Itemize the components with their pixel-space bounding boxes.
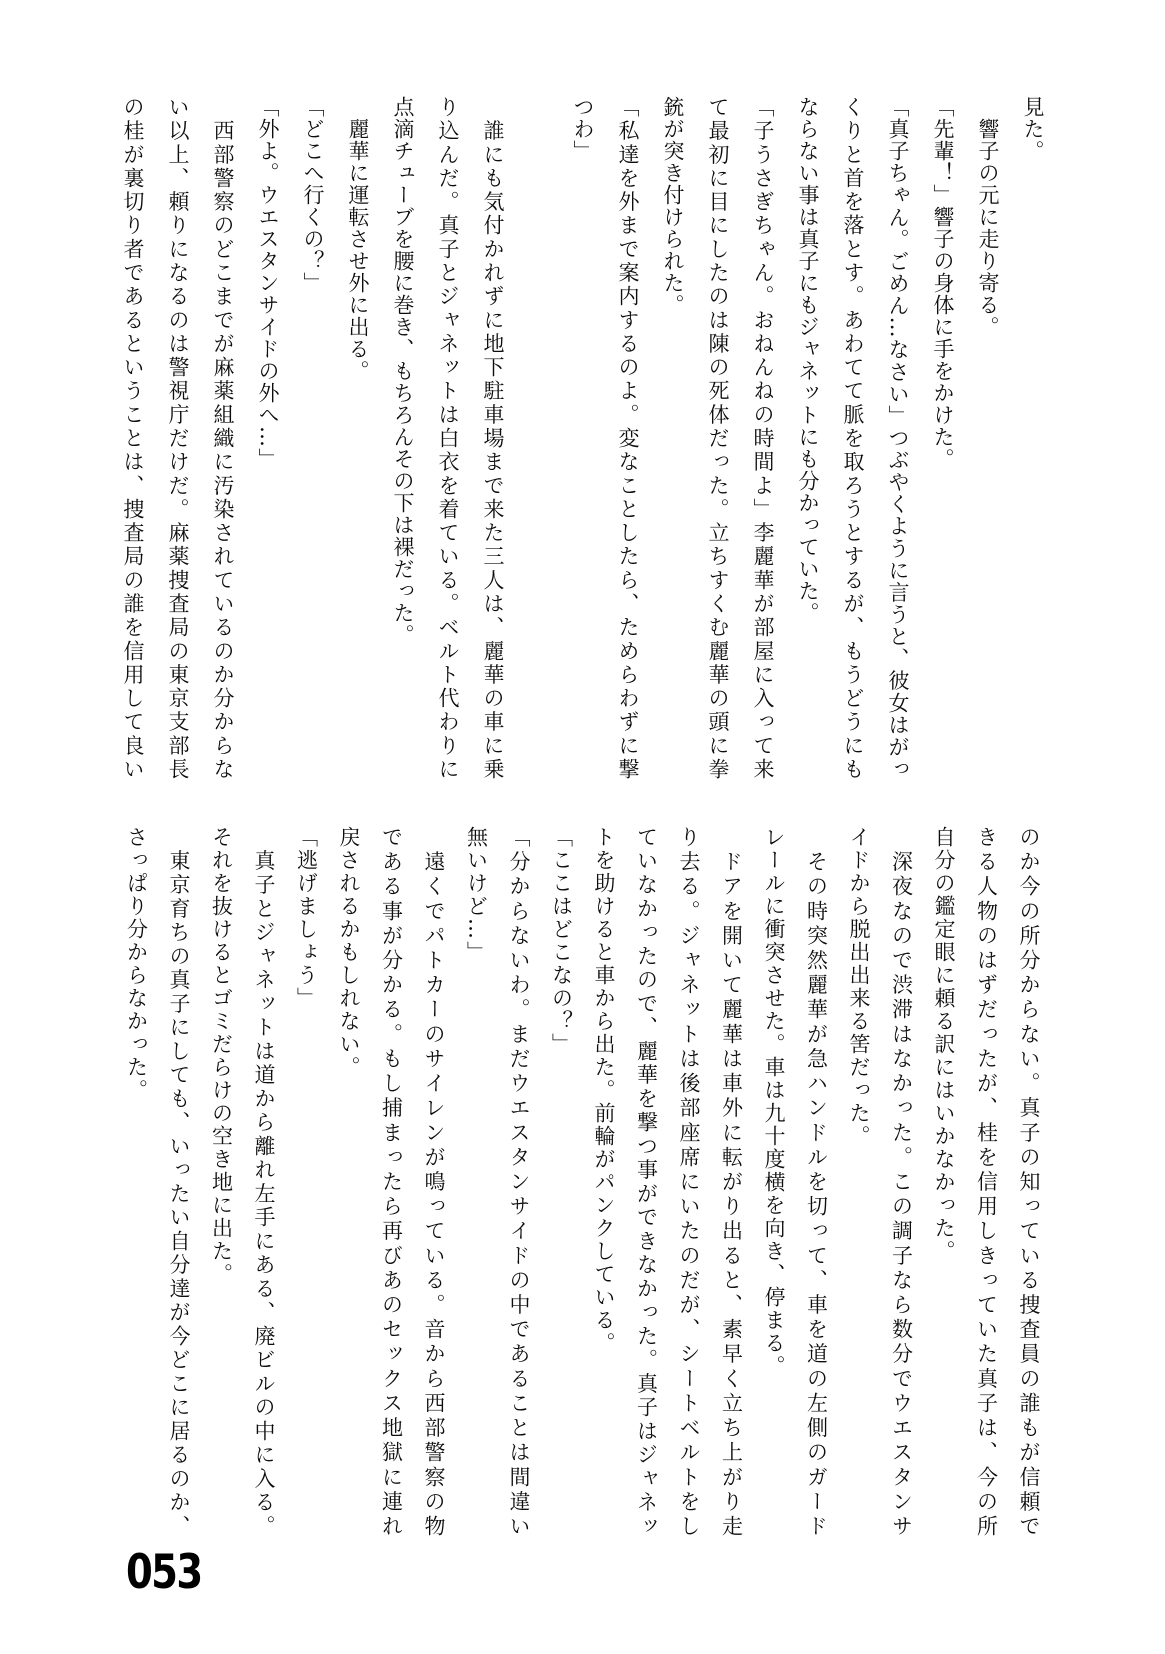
page-number: 053	[126, 1545, 202, 1600]
text-line: ならない事は真子にもジャネットにも分かっていた。	[796, 96, 820, 624]
text-line: 響子の元に走り寄る。	[976, 96, 1000, 338]
text-line: トを助けると車から出た。前輪がパンクしている。	[592, 826, 616, 1355]
text-line: 点滴チューブを腰に巻き、もちろんその下は裸だった。	[391, 96, 415, 646]
text-line: 「私達を外まで案内するのよ。変なことしたら、ためらわずに撃	[616, 96, 640, 780]
text-block-bottom	[115, 826, 1050, 1538]
text-line: きる人物のはずだったが、桂を信用しきっていた真子は、今の所	[974, 826, 999, 1538]
text-line: 無いけど…」	[464, 826, 489, 964]
text-line: 「子うさぎちゃん。おねんねの時間よ」李麗華が部屋に入って来	[751, 96, 775, 780]
text-line: 「どこへ行くの？」	[301, 96, 325, 294]
text-line: 麗華に運転させ外に出る。	[346, 96, 370, 382]
text-line: 「逃げましょう」	[294, 826, 319, 1010]
text-line: 「ここはどこなの？」	[549, 826, 574, 1056]
text-line: 「分からないわ。まだウエスタンサイドの中であることは間違い	[507, 826, 531, 1538]
text-line: い以上、頼りになるのは警視庁だけだ。麻薬捜査局の東京支部長	[166, 96, 190, 780]
text-line: それを抜けるとゴミだらけの空き地に出た。	[209, 826, 234, 1286]
text-line: 西部警察のどこまでが麻薬組織に汚染されているのか分からな	[211, 96, 235, 780]
text-line: ていなかったので、麗華を撃つ事ができなかった。真子はジャネッ	[634, 826, 659, 1538]
text-line: 東京育ちの真子にしても、いったい自分達が今どこに居るのか、	[167, 826, 191, 1538]
text-line: 見た。	[1021, 96, 1045, 162]
text-line: の桂が裏切り者であるということは、捜査局の誰を信用して良い	[121, 96, 145, 780]
text-line: さっぱり分からなかった。	[124, 826, 149, 1102]
text-line: て最初に目にしたのは陳の死体だった。立ちすくむ麗華の頭に拳	[706, 96, 730, 780]
text-line: ドアを開いて麗華は車外に転がり出ると、素早く立ち上がり走	[719, 826, 744, 1538]
text-line: 遠くでパトカーのサイレンが鳴っている。音から西部警察の物	[422, 826, 446, 1538]
text-line: レールに衝突させた。車は九十度横を向き、停まる。	[762, 826, 786, 1378]
text-line: 自分の鑑定眼に頼る訳にはいかなかった。	[932, 826, 956, 1263]
text-line: り込んだ。真子とジャネットは白衣を着ている。ベルト代わりに	[436, 96, 460, 780]
text-line: り去る。ジャネットは後部座席にいたのだが、シートベルトをし	[677, 826, 701, 1538]
text-line: イドから脱出出来る筈だった。	[847, 826, 871, 1148]
blank-line	[515, 96, 560, 780]
text-line: 真子とジャネットは道から離れ左手にある、廃ビルの中に入る。	[252, 826, 276, 1538]
text-line: のか今の所分からない。真子の知っている捜査員の誰もが信頼で	[1017, 826, 1041, 1538]
text-line: 「真子ちゃん。ごめん…なさい」つぶやくように言うと、彼女はがっ	[886, 96, 910, 781]
text-line: 深夜なので渋滞はなかった。この調子なら数分でウエスタンサ	[889, 826, 914, 1538]
text-line: 銃が突き付けられた。	[661, 96, 685, 316]
text-block-top	[110, 96, 1055, 780]
text-line: その時突然麗華が急ハンドルを切って、車を道の左側のガード	[804, 826, 829, 1538]
text-line: である事が分かる。もし捕まったら再びあのセックス地獄に連れ	[379, 826, 404, 1538]
text-line: くりと首を落とす。あわてて脈を取ろうとするが、もうどうにも	[841, 96, 865, 780]
text-line: 誰にも気付かれずに地下駐車場まで来た三人は、麗華の車に乗	[481, 96, 505, 780]
text-line: 「外よ。ウエスタンサイドの外へ…」	[256, 96, 280, 470]
text-line: 「先輩！」響子の身体に手をかけた。	[931, 96, 955, 470]
text-line: 戻されるかもしれない。	[337, 826, 361, 1079]
text-line: つわ」	[571, 96, 595, 162]
